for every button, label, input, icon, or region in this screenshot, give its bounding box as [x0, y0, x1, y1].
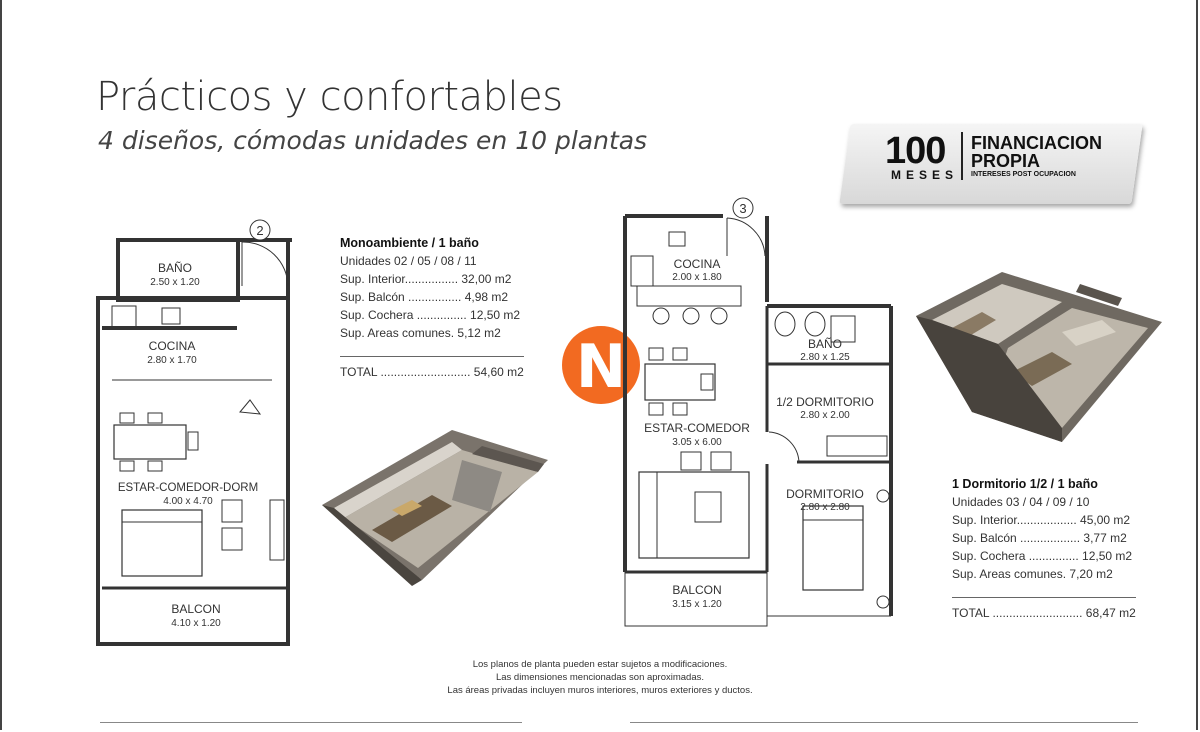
spec-b-balcon: Sup. Balcón .................. 3,77 m2 [952, 531, 1127, 545]
note-line-1: Los planos de planta pueden estar sujetos a modificaciones. [472, 659, 728, 670]
room-b-medio-name: 1/2 DORMITORIO [776, 395, 874, 409]
financing-badge-content [885, 130, 1125, 190]
room-b-dorm-name: DORMITORIO [786, 487, 864, 501]
footer-rule-right [630, 722, 1138, 723]
spec-a-units: Unidades 02 / 05 / 08 / 11 [340, 254, 477, 268]
spec-b-heading: 1 Dormitorio 1/2 / 1 baño [952, 477, 1098, 491]
render-monoambiente [312, 420, 552, 590]
badge-line1: FINANCIACION [971, 133, 1102, 153]
spec-a-cochera: Sup. Cochera ............... 12,50 m2 [340, 308, 521, 322]
floor-plan-1-dormitorio [615, 196, 895, 636]
room-b-bano-dim: 2.80 x 1.25 [800, 352, 850, 363]
badge-months: MESES [891, 168, 959, 182]
spec-b-total: TOTAL ........................... 68,47 m2 [952, 597, 1136, 622]
badge-line3: INTERESES POST OCUPACION [971, 171, 1076, 178]
spec-a-comunes: Sup. Areas comunes. 5,12 m2 [340, 326, 501, 340]
page-subtitle: 4 diseños, cómodas unidades en 10 plantas [98, 126, 648, 155]
room-estar-name: ESTAR-COMEDOR-DORM [117, 482, 259, 494]
room-b-estar-name: ESTAR-COMEDOR [644, 421, 750, 435]
room-estar-dim: 4.00 x 4.70 [163, 496, 213, 507]
badge-separator [961, 132, 963, 180]
spec-b-comunes: Sup. Areas comunes. 7,20 m2 [952, 567, 1113, 581]
plan-a-number: 2 [256, 223, 264, 238]
badge-number: 100 [885, 130, 946, 172]
floor-plan-monoambiente [92, 210, 302, 650]
room-cocina-name: COCINA [148, 339, 196, 353]
spec-b-interior: Sup. Interior.................. 45,00 m2 [952, 513, 1131, 527]
spec-a-heading: Monoambiente / 1 baño [340, 236, 479, 250]
footer-rule-left [100, 722, 522, 723]
room-bano-dim: 2.50 x 1.20 [150, 277, 200, 288]
spec-a-balcon: Sup. Balcón ................ 4,98 m2 [340, 290, 509, 304]
room-b-balcon-dim: 3.15 x 1.20 [672, 599, 722, 610]
spec-a-interior: Sup. Interior................ 32,00 m2 [340, 272, 512, 286]
room-b-dorm-dim: 2.80 x 2.80 [800, 502, 850, 513]
note-line-3: Las áreas privadas incluyen muros interiores, muros exteriores y ductos. [447, 685, 753, 696]
room-b-bano-name: BAÑO [807, 337, 843, 351]
spec-monoambiente [340, 234, 524, 381]
room-cocina-dim: 2.80 x 1.70 [147, 355, 197, 366]
room-b-estar-dim: 3.05 x 6.00 [672, 437, 722, 448]
note-line-2: Las dimensiones mencionadas son aproximadas. [495, 672, 705, 683]
spec-b-cochera: Sup. Cochera ............... 12,50 m2 [952, 549, 1133, 563]
room-b-medio-dim: 2.80 x 2.00 [800, 410, 850, 421]
room-balcon-dim: 4.10 x 1.20 [171, 618, 221, 629]
room-b-cocina-name: COCINA [673, 257, 721, 271]
room-b-cocina-dim: 2.00 x 1.80 [672, 272, 722, 283]
spec-1-dormitorio [952, 475, 1136, 622]
render-1-dormitorio [912, 262, 1168, 452]
spec-a-total: TOTAL ........................... 54,60 m2 [340, 356, 524, 381]
brand-logo-letter: N [575, 332, 627, 402]
badge-line2: PROPIA [971, 151, 1041, 171]
page-title: Prácticos y confortables [96, 74, 563, 120]
room-bano-name: BAÑO [157, 261, 193, 275]
disclaimer-notes [380, 658, 820, 697]
room-b-balcon-name: BALCON [672, 583, 722, 597]
spec-b-units: Unidades 03 / 04 / 09 / 10 [952, 495, 1090, 509]
plan-b-number: 3 [739, 201, 747, 216]
room-balcon-name: BALCON [171, 602, 221, 616]
